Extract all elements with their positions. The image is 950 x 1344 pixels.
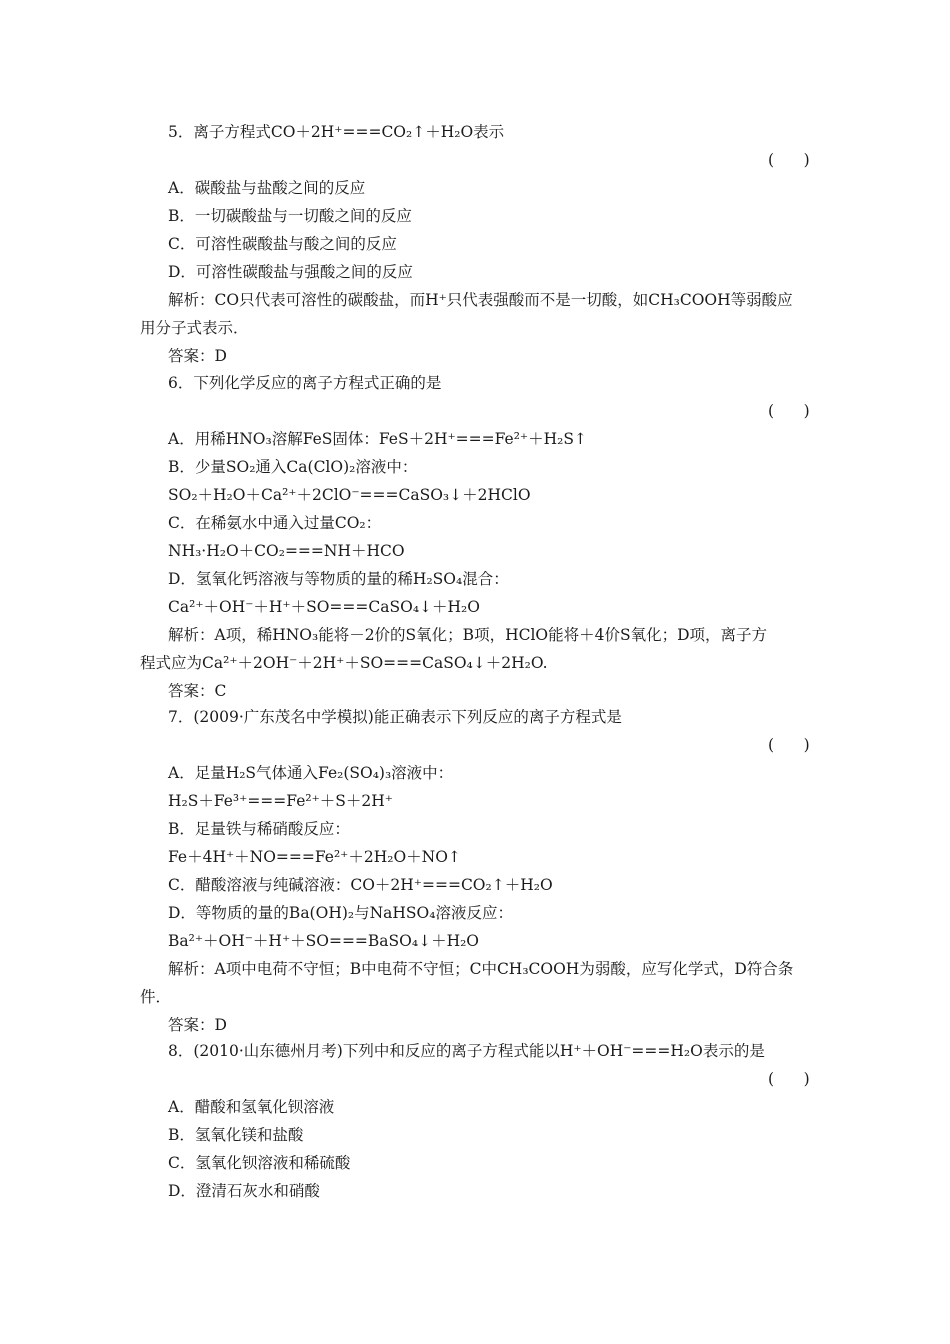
answer-blank: ( ) <box>768 402 810 420</box>
text-line: 5．离子方程式CO＋2H⁺===CO₂↑＋H₂O表示 <box>168 123 505 141</box>
text-line: C．氢氧化钡溶液和稀硫酸 <box>168 1154 351 1172</box>
text-line: Ba²⁺＋OH⁻＋H⁺＋SO===BaSO₄↓＋H₂O <box>168 932 480 950</box>
text-line: B．一切碳酸盐与一切酸之间的反应 <box>168 207 412 225</box>
text-line: D．澄清石灰水和硝酸 <box>168 1182 320 1200</box>
text-line: A．用稀HNO₃溶解FeS固体：FeS＋2H⁺===Fe²⁺＋H₂S↑ <box>168 430 587 448</box>
text-line: A．足量H₂S气体通入Fe₂(SO₄)₃溶液中： <box>168 764 454 782</box>
text-line: 8．(2010·山东德州月考)下列中和反应的离子方程式能以H⁺＋OH⁻===H₂O表示的是 <box>168 1042 765 1060</box>
text-line: D．氢氧化钙溶液与等物质的量的稀H₂SO₄混合： <box>168 570 509 588</box>
text-line: B．足量铁与稀硝酸反应： <box>168 820 350 838</box>
text-line: D．可溶性碳酸盐与强酸之间的反应 <box>168 263 413 281</box>
text-line: D．等物质的量的Ba(OH)₂与NaHSO₄溶液反应： <box>168 904 513 922</box>
text-line: B．氢氧化镁和盐酸 <box>168 1126 304 1144</box>
text-line: 件． <box>140 988 172 1006</box>
text-line: Ca²⁺＋OH⁻＋H⁺＋SO===CaSO₄↓＋H₂O <box>168 598 480 616</box>
text-line: 6．下列化学反应的离子方程式正确的是 <box>168 374 442 392</box>
text-line: A．碳酸盐与盐酸之间的反应 <box>168 179 366 197</box>
text-line: C．在稀氨水中通入过量CO₂： <box>168 514 382 532</box>
answer-blank: ( ) <box>768 736 810 754</box>
text-line: NH₃·H₂O＋CO₂===NH＋HCO <box>168 542 405 560</box>
answer-line: 答案：D <box>168 347 227 365</box>
answer-blank: ( ) <box>768 151 810 169</box>
answer-line: 答案：D <box>168 1016 227 1034</box>
text-line: 解析：CO只代表可溶性的碳酸盐，而H⁺只代表强酸而不是一切酸，如CH₃COOH等弱酸应 <box>168 291 793 309</box>
text-line: SO₂＋H₂O＋Ca²⁺＋2ClO⁻===CaSO₃↓＋2HClO <box>168 486 531 504</box>
answer-blank: ( ) <box>768 1070 810 1088</box>
text-line: H₂S＋Fe³⁺===Fe²⁺＋S＋2H⁺ <box>168 792 393 810</box>
text-line: 解析：A项中电荷不守恒；B中电荷不守恒；C中CH₃COOH为弱酸，应写化学式，D符合条 <box>168 960 794 978</box>
text-line: C．可溶性碳酸盐与酸之间的反应 <box>168 235 397 253</box>
text-line: 用分子式表示． <box>140 319 249 337</box>
text-line: 程式应为Ca²⁺＋2OH⁻＋2H⁺＋SO===CaSO₄↓＋2H₂O. <box>140 654 548 672</box>
text-line: 7．(2009·广东茂名中学模拟)能正确表示下列反应的离子方程式是 <box>168 708 622 726</box>
answer-line: 答案：C <box>168 682 227 700</box>
text-line: A．醋酸和氢氧化钡溶液 <box>168 1098 335 1116</box>
text-line: 解析：A项，稀HNO₃能将－2价的S氧化；B项，HClO能将＋4价S氧化；D项，离子方 <box>168 626 768 644</box>
text-line: C．醋酸溶液与纯碱溶液：CO＋2H⁺===CO₂↑＋H₂O <box>168 876 553 894</box>
text-line: Fe＋4H⁺＋NO===Fe²⁺＋2H₂O＋NO↑ <box>168 848 461 866</box>
text-line: B．少量SO₂通入Ca(ClO)₂溶液中： <box>168 458 418 476</box>
